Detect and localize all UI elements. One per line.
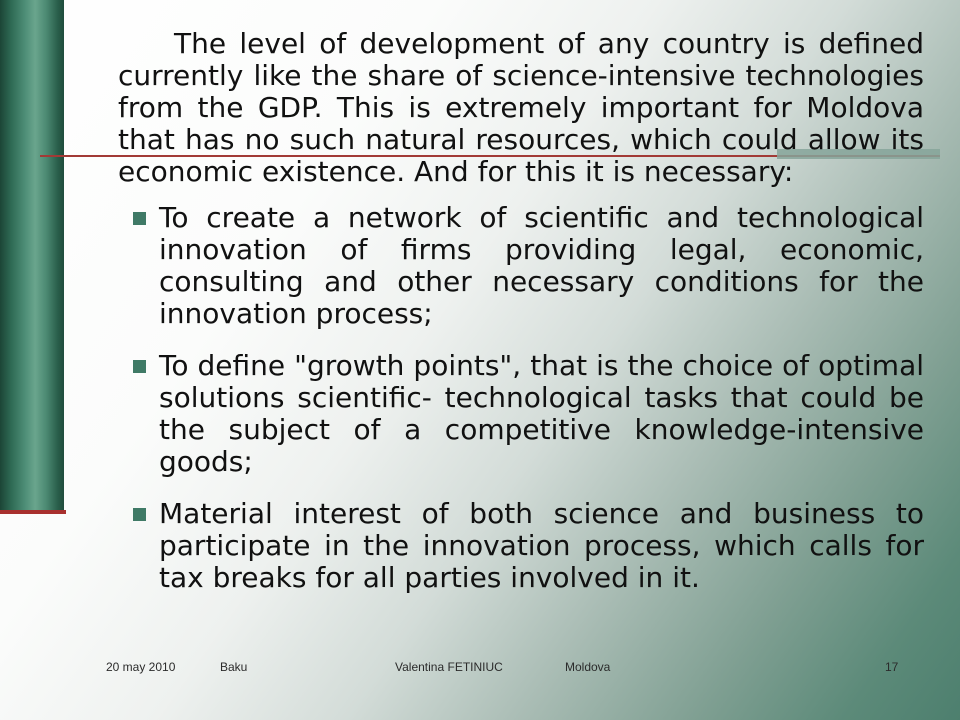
left-decorative-bar [0, 0, 64, 512]
bullet-text: To create a network of scientific and technological innovation of firms providing legal, economic, consulting and other necessary conditions for the innovation process; [159, 201, 924, 330]
footer-city: Baku [220, 660, 248, 674]
bullet-item [118, 350, 924, 478]
bullet-item [118, 498, 924, 594]
bullet-text: To define "growth points", that is the choice of optimal solutions scientific- technological tasks that could be the subject of a competitive knowledge-intensive goods; [159, 349, 924, 478]
bullet-text: Material interest of both science and business to participate in the innovation process, which calls for tax breaks for all parties involved in it. [159, 497, 924, 594]
bullet-item [118, 202, 924, 330]
square-bullet-icon [133, 508, 146, 521]
left-bar-red-edge [0, 510, 66, 514]
slide-footer [0, 660, 960, 680]
bullet-list [118, 202, 924, 594]
square-bullet-icon [133, 360, 146, 373]
footer-page-number: 17 [885, 660, 899, 674]
intro-paragraph: The level of development of any country is defined currently like the share of science-intensive technologies from the GDP. This is extremely important for Moldova that has no such natural resources, which could allow its economic existence. And for this it is necessary: [118, 27, 924, 188]
footer-country: Moldova [565, 660, 611, 674]
footer-author: Valentina FETINIUC [395, 660, 503, 674]
footer-date: 20 may 2010 [106, 660, 176, 674]
square-bullet-icon [133, 212, 146, 225]
slide-content [118, 28, 924, 614]
